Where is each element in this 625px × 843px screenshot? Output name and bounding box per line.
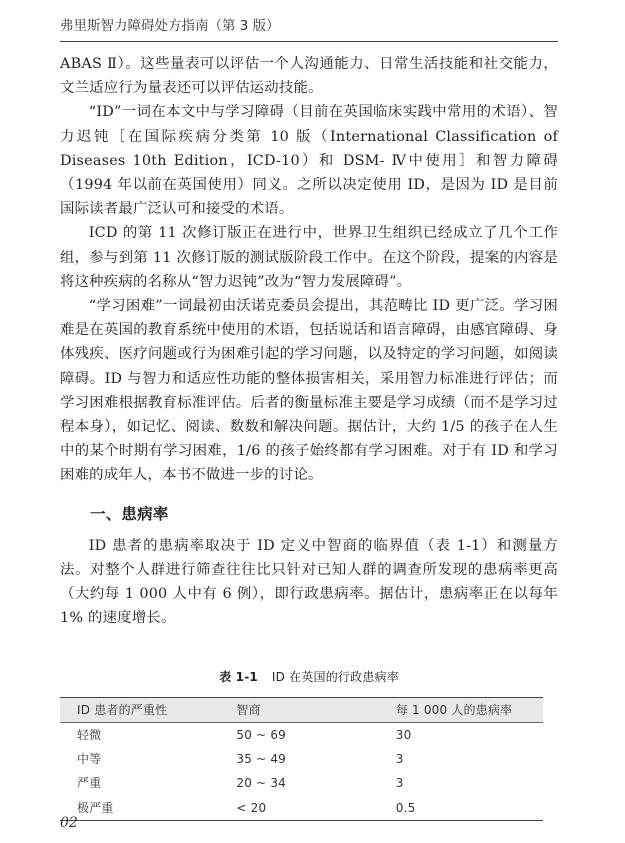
table-cell: 极严重	[77, 800, 114, 815]
section-heading: 一、患病率	[90, 504, 169, 523]
page-number: 02	[60, 815, 78, 831]
table-cell: 20 ~ 34	[236, 776, 286, 791]
table-row	[60, 771, 543, 795]
page-body	[60, 52, 558, 821]
table-title: ID 在英国的行政患病率	[271, 669, 399, 684]
table-caption	[60, 665, 558, 689]
column-header: 智商	[236, 702, 261, 717]
table-cell: 35 ~ 49	[236, 752, 286, 767]
prevalence-table	[60, 697, 543, 821]
table-cell: 中等	[77, 752, 102, 767]
paragraph: “ID”一词在本文中与学习障碍（目前在英国临床实践中常用的术语）、智力迟钝［在国际疾病分类第 10 版（International Classification of Diseases 10th Edition，ICD-10）和 DSM- Ⅳ中使用］和智力障碍（1994 年以前在英国使用）同义。之所以决定使用 ID，是因为 ID 是目前国际读者最广泛认可和接受的术语。	[60, 104, 558, 218]
paragraph: ABAS Ⅱ）。这些量表可以评估一个人沟通能力、日常生活技能和社交能力，文兰适应行为量表还可以评估运动技能。	[60, 56, 558, 97]
paragraph: “学习困难”一词最初由沃诺克委员会提出，其范畴比 ID 更广泛。学习困难是在英国的教育系统中使用的术语，包括说话和语言障碍，由感官障碍、身体残疾、医疗问题或行为困难引起的学习问题，以及特定的学习问题，如阅读障碍。ID 与智力和适应性功能的整体损害相关，采用智力标准进行评估；而学习困难根据教育标准评估。后者的衡量标准主要是学习成绩（而不是学习过程本身），如记忆、阅读、数数和解决问题。据估计，大约 1/5 的孩子在人生中的某个时期有学习困难，1/6 的孩子始终都有学习困难。对于有 ID 和学习困难的成年人，本书不做进一步的讨论。	[60, 298, 558, 484]
table-number: 表 1-1	[219, 669, 258, 684]
table-row	[60, 723, 543, 748]
table-cell: 严重	[77, 776, 102, 791]
table-row	[60, 796, 543, 821]
table-cell: < 20	[236, 800, 267, 815]
table-cell: 3	[395, 776, 404, 791]
table-cell: 30	[395, 728, 412, 743]
table-row	[60, 747, 543, 771]
paragraph: ID 患者的患病率取决于 ID 定义中智商的临界值（表 1-1）和测量方法。对整个人群进行筛查往往比只针对已知人群的调查所发现的患病率更高（大约每 1 000 人中有 6 例），即行政患病率。据估计，患病率正在以每年 1% 的速度增长。	[60, 537, 558, 627]
column-header: ID 患者的严重性	[77, 702, 168, 717]
header-rule	[60, 41, 558, 42]
table-header-row	[60, 697, 543, 722]
table-cell: 轻微	[77, 728, 102, 743]
table-cell: 3	[395, 752, 404, 767]
paragraph: ICD 的第 11 次修订版正在进行中，世界卫生组织已经成立了几个工作组，参与到第 11 次修订版的测试版阶段工作中。在这个阶段，提案的内容是将这种疾病的名称从“智力迟钝”改为“智力发展障碍”。	[60, 225, 558, 290]
table-cell: 0.5	[395, 800, 416, 815]
table-cell: 50 ~ 69	[236, 728, 286, 743]
running-header: 弗里斯智力障碍处方指南（第 3 版）	[60, 18, 280, 34]
column-header: 每 1 000 人的患病率	[395, 702, 513, 717]
